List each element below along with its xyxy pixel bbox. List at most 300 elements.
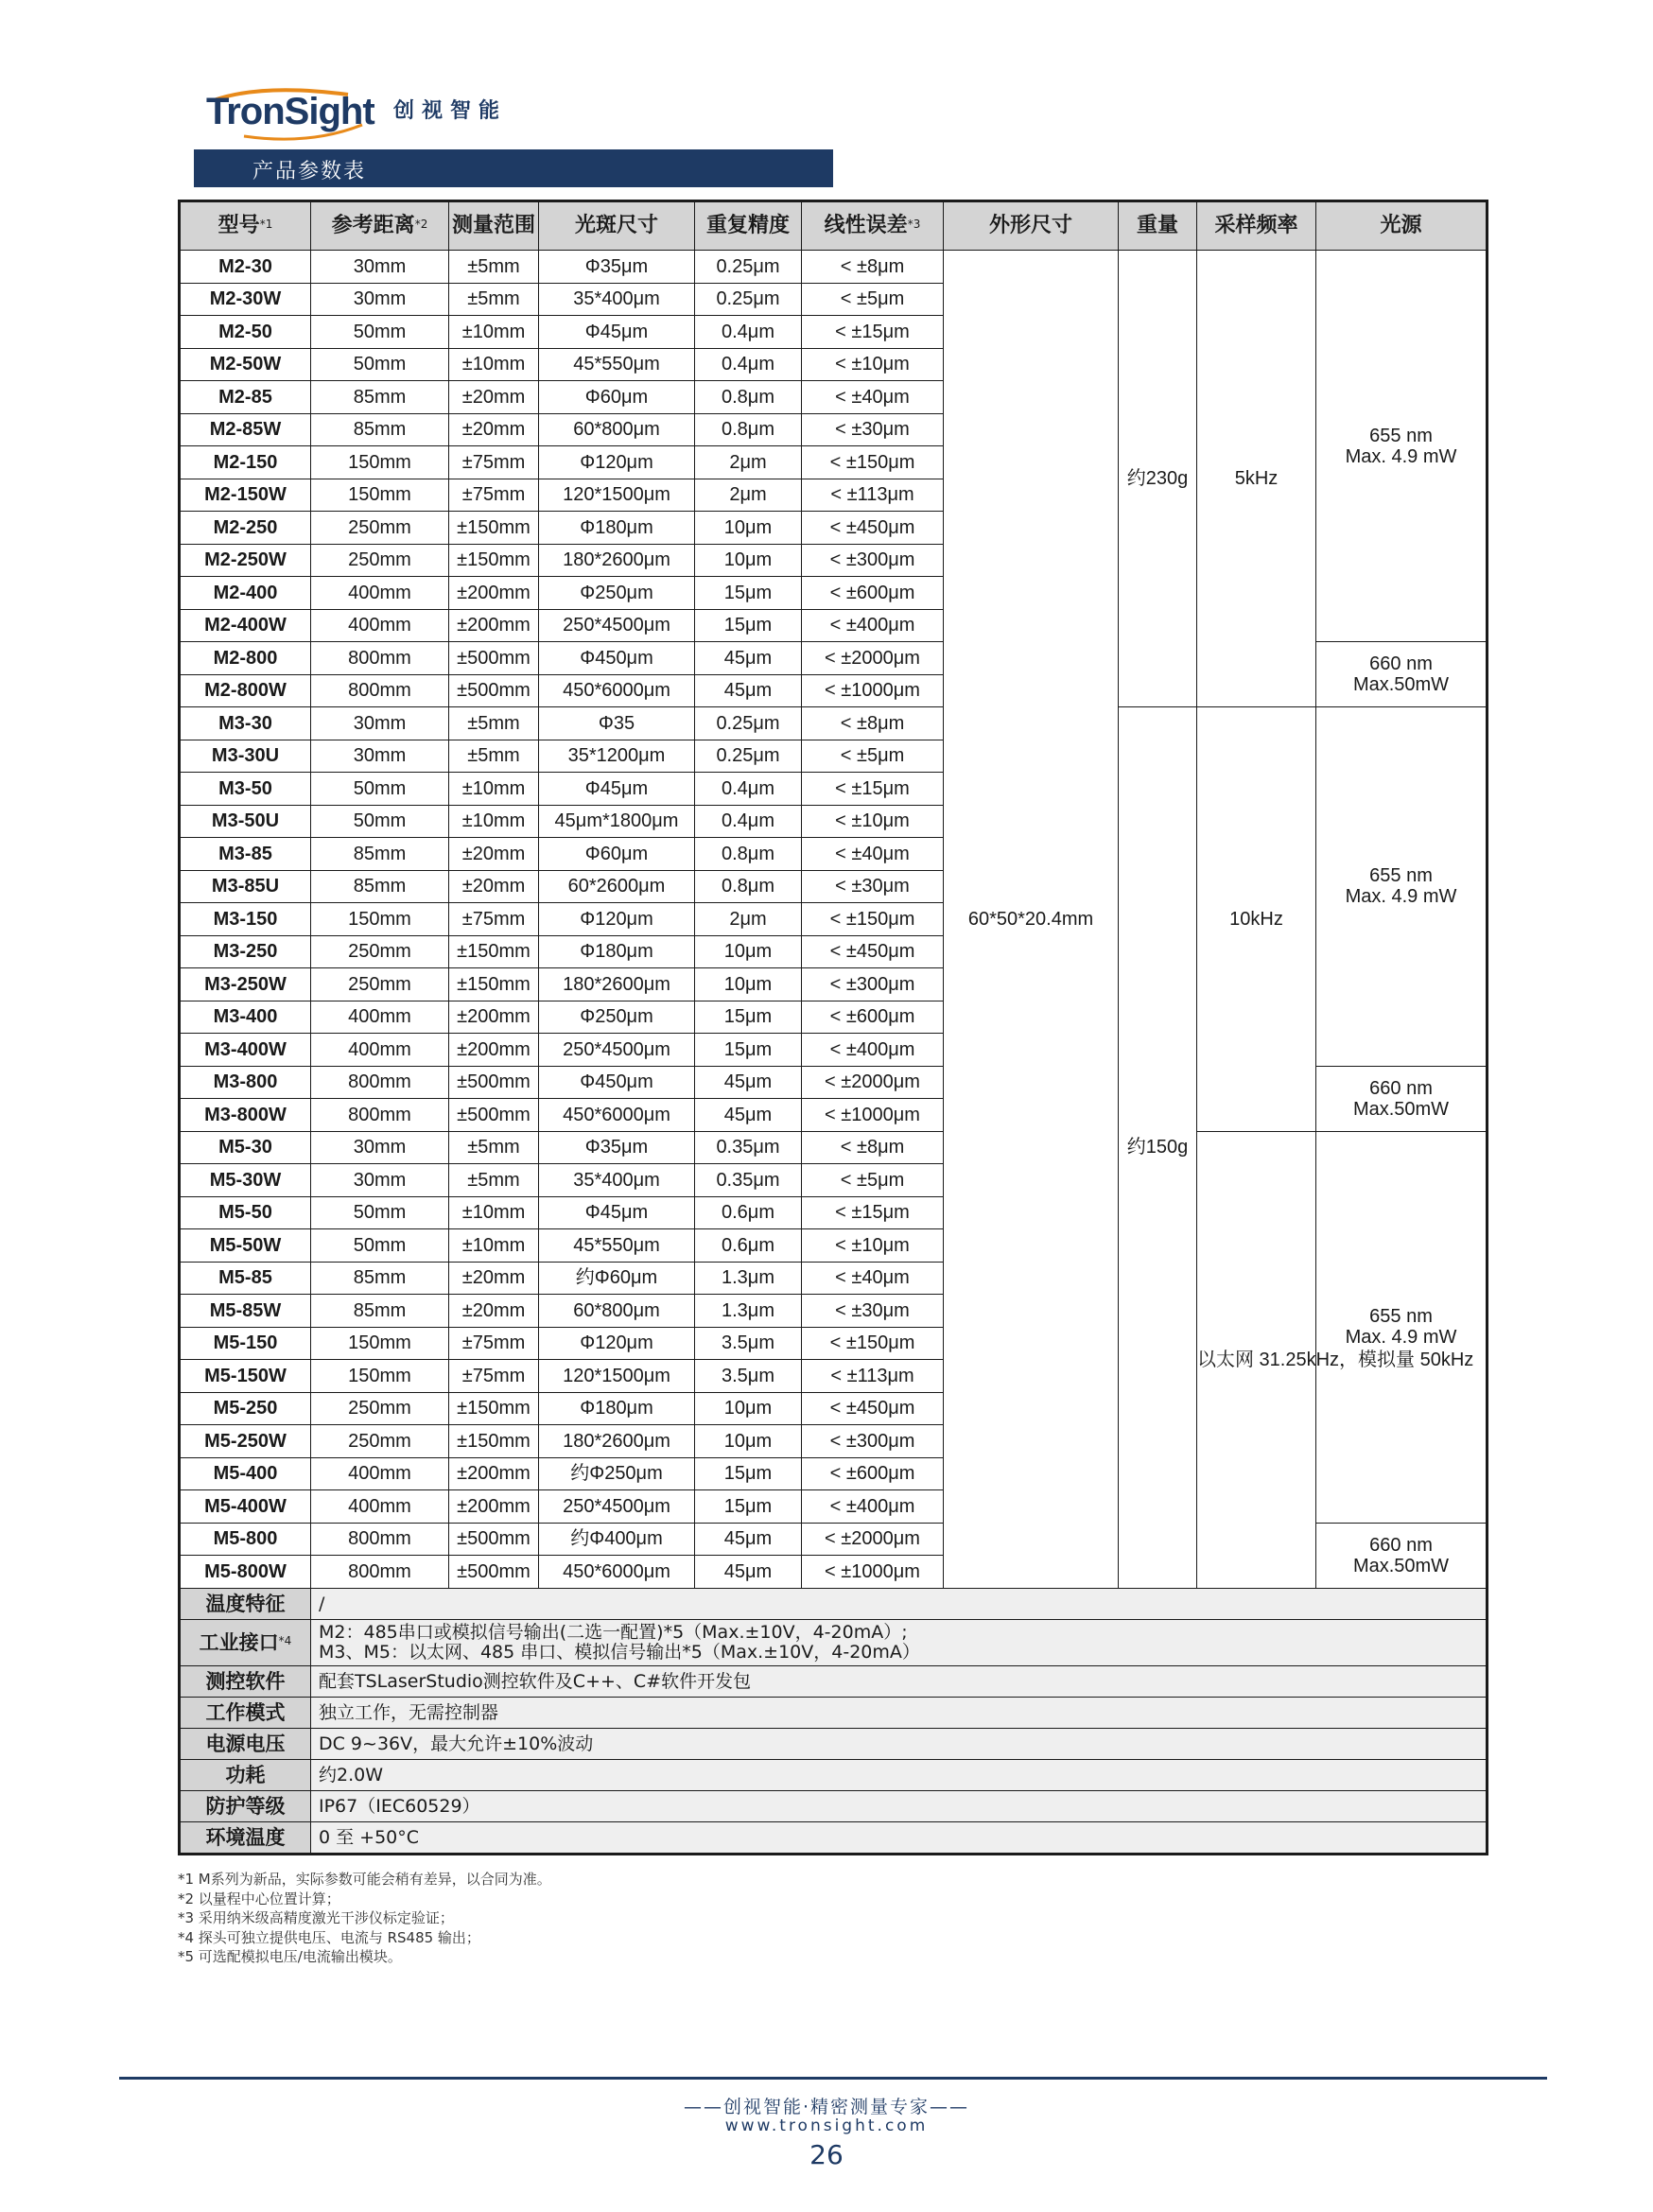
- spot-cell: 约Φ60μm: [539, 1262, 695, 1295]
- range-cell: ±75mm: [449, 479, 539, 512]
- footer-value: 配套TSLaserStudio测控软件及C++、C#软件开发包: [311, 1665, 1488, 1697]
- spot-cell: Φ45μm: [539, 773, 695, 806]
- range-cell: ±75mm: [449, 903, 539, 936]
- repeat-cell: 1.3μm: [695, 1262, 802, 1295]
- spot-cell: 120*1500μm: [539, 479, 695, 512]
- light-cell-660-text: 660 nm: [1369, 1077, 1433, 1099]
- repeat-cell: 0.4μm: [695, 805, 802, 838]
- repeat-cell: 10μm: [695, 512, 802, 545]
- spot-cell: 120*1500μm: [539, 1360, 695, 1393]
- spot-cell: 35*1200μm: [539, 740, 695, 773]
- linear-cell: < ±400μm: [802, 609, 944, 642]
- weight-cell-m2: [1119, 251, 1197, 707]
- repeat-cell: 45μm: [695, 1099, 802, 1132]
- linear-cell: < ±10μm: [802, 348, 944, 381]
- ref-cell: 400mm: [311, 1457, 449, 1490]
- footer-row-temp: [180, 1588, 1488, 1619]
- repeat-cell: 0.25μm: [695, 283, 802, 316]
- model-cell: M2-250: [180, 512, 311, 545]
- repeat-cell: 1.3μm: [695, 1295, 802, 1328]
- range-cell: ±500mm: [449, 642, 539, 675]
- linear-cell: < ±5μm: [802, 283, 944, 316]
- repeat-cell: 15μm: [695, 609, 802, 642]
- ref-cell: 250mm: [311, 1392, 449, 1425]
- footer-label: 温度特征: [180, 1588, 311, 1619]
- linear-cell: < ±600μm: [802, 1001, 944, 1034]
- ref-cell: 30mm: [311, 1131, 449, 1164]
- repeat-cell: 45μm: [695, 642, 802, 675]
- footer-row-power-voltage: [180, 1728, 1488, 1759]
- range-cell: ±5mm: [449, 1131, 539, 1164]
- repeat-cell: 3.5μm: [695, 1327, 802, 1360]
- repeat-cell: 15μm: [695, 1490, 802, 1524]
- repeat-cell: 0.8μm: [695, 381, 802, 414]
- repeat-cell: 15μm: [695, 577, 802, 610]
- spot-cell: Φ180μm: [539, 1392, 695, 1425]
- repeat-cell: 45μm: [695, 1556, 802, 1589]
- range-cell: ±150mm: [449, 935, 539, 968]
- spot-cell: 450*6000μm: [539, 1099, 695, 1132]
- spot-cell: Φ35μm: [539, 251, 695, 284]
- repeat-cell: 10μm: [695, 544, 802, 577]
- footer-row-power: [180, 1759, 1488, 1790]
- linear-cell: < ±2000μm: [802, 642, 944, 675]
- model-cell: M2-250W: [180, 544, 311, 577]
- spot-cell: Φ250μm: [539, 577, 695, 610]
- model-cell: M3-30U: [180, 740, 311, 773]
- model-cell: M5-85: [180, 1262, 311, 1295]
- footnote: *5 可选配模拟电压/电流输出模块。: [178, 1948, 402, 1965]
- linear-cell: < ±150μm: [802, 446, 944, 479]
- repeat-cell: 0.35μm: [695, 1131, 802, 1164]
- header-model: 型号$^{*1}$: [180, 201, 311, 251]
- range-cell: ±200mm: [449, 1490, 539, 1524]
- range-cell: ±75mm: [449, 446, 539, 479]
- ref-cell: 250mm: [311, 512, 449, 545]
- repeat-cell: 0.25μm: [695, 740, 802, 773]
- linear-cell: < ±400μm: [802, 1034, 944, 1067]
- ref-cell: 50mm: [311, 316, 449, 349]
- logo-wordmark: TronSight: [206, 91, 374, 132]
- range-cell: ±10mm: [449, 773, 539, 806]
- repeat-cell: 15μm: [695, 1034, 802, 1067]
- linear-cell: < ±15μm: [802, 316, 944, 349]
- light-cell-660-text: 660 nm: [1369, 1534, 1433, 1556]
- ref-cell: 800mm: [311, 674, 449, 707]
- footer-divider: [119, 2077, 1547, 2080]
- linear-cell: < ±8μm: [802, 1131, 944, 1164]
- footer-value: IP67（IEC60529）: [311, 1790, 1488, 1821]
- range-cell: ±20mm: [449, 413, 539, 446]
- linear-cell: < ±5μm: [802, 1164, 944, 1197]
- footer-label: 功耗: [180, 1759, 311, 1790]
- spot-cell: 180*2600μm: [539, 1425, 695, 1458]
- range-cell: ±500mm: [449, 674, 539, 707]
- linear-cell: < ±30μm: [802, 870, 944, 903]
- range-cell: ±150mm: [449, 968, 539, 1001]
- spot-cell: 45*550μm: [539, 1229, 695, 1263]
- freq-cell-m5-text: 以太网 31.25kHz，模拟量 50kHz: [1197, 1349, 1474, 1370]
- repeat-cell: 2μm: [695, 479, 802, 512]
- ref-cell: 150mm: [311, 446, 449, 479]
- freq-cell-m3-text: 10kHz: [1229, 908, 1283, 930]
- footnote: *3 采用纳米级高精度激光干涉仪标定验证；: [178, 1909, 454, 1926]
- model-cell: M3-150: [180, 903, 311, 936]
- light-cell-660-text: Max.50mW: [1352, 674, 1450, 695]
- range-cell: ±200mm: [449, 1001, 539, 1034]
- linear-cell: < ±2000μm: [802, 1523, 944, 1556]
- ref-cell: 85mm: [311, 1262, 449, 1295]
- range-cell: ±5mm: [449, 1164, 539, 1197]
- range-cell: ±20mm: [449, 870, 539, 903]
- ref-cell: 250mm: [311, 935, 449, 968]
- model-cell: M2-30: [180, 251, 311, 284]
- ref-cell: 400mm: [311, 1034, 449, 1067]
- repeat-cell: 0.6μm: [695, 1196, 802, 1229]
- ref-cell: 250mm: [311, 544, 449, 577]
- spot-cell: Φ35μm: [539, 1131, 695, 1164]
- model-cell: M3-800W: [180, 1099, 311, 1132]
- light-cell-655: [1316, 251, 1488, 642]
- light-cell-660: [1316, 1066, 1488, 1131]
- linear-cell: < ±10μm: [802, 1229, 944, 1263]
- linear-cell: < ±40μm: [802, 1262, 944, 1295]
- ref-cell: 50mm: [311, 805, 449, 838]
- spot-cell: Φ35: [539, 707, 695, 740]
- range-cell: ±20mm: [449, 838, 539, 871]
- footer-label: 电源电压: [180, 1728, 311, 1759]
- model-cell: M5-150: [180, 1327, 311, 1360]
- spot-cell: 180*2600μm: [539, 968, 695, 1001]
- section-title: 产品参数表: [252, 160, 367, 183]
- range-cell: ±10mm: [449, 1196, 539, 1229]
- linear-cell: < ±1000μm: [802, 1556, 944, 1589]
- weight-cell-m3m5-text: 约150g: [1126, 1137, 1189, 1158]
- footer-row-mode: [180, 1697, 1488, 1728]
- ref-cell: 250mm: [311, 968, 449, 1001]
- model-cell: M3-50: [180, 773, 311, 806]
- header-range: 测量范围: [449, 201, 539, 251]
- spot-cell: Φ450μm: [539, 1066, 695, 1099]
- model-cell: M3-85: [180, 838, 311, 871]
- linear-cell: < ±300μm: [802, 544, 944, 577]
- model-cell: M5-50: [180, 1196, 311, 1229]
- header-spot: 光斑尺寸: [539, 201, 695, 251]
- spot-cell: 约Φ250μm: [539, 1457, 695, 1490]
- range-cell: ±500mm: [449, 1523, 539, 1556]
- repeat-cell: 0.25μm: [695, 707, 802, 740]
- range-cell: ±500mm: [449, 1066, 539, 1099]
- model-cell: M5-400: [180, 1457, 311, 1490]
- footnote: *1 M系列为新品，实际参数可能会稍有差异，以合同为准。: [178, 1871, 551, 1888]
- ref-cell: 800mm: [311, 642, 449, 675]
- repeat-cell: 45μm: [695, 674, 802, 707]
- linear-cell: < ±450μm: [802, 935, 944, 968]
- linear-cell: < ±300μm: [802, 1425, 944, 1458]
- dims-cell-text: 60*50*20.4mm: [967, 908, 1094, 930]
- footer-slogan: ——创视智能·精密测量专家——: [683, 2097, 970, 2117]
- linear-cell: < ±40μm: [802, 381, 944, 414]
- light-cell-655-text: Max. 4.9 mW: [1345, 1327, 1457, 1348]
- spot-cell: Φ120μm: [539, 903, 695, 936]
- spot-cell: 250*4500μm: [539, 1490, 695, 1524]
- ref-cell: 800mm: [311, 1066, 449, 1099]
- ref-cell: 400mm: [311, 1490, 449, 1524]
- model-cell: M2-800W: [180, 674, 311, 707]
- spot-cell: Φ450μm: [539, 642, 695, 675]
- spot-cell: Φ180μm: [539, 512, 695, 545]
- light-cell-655-text: Max. 4.9 mW: [1345, 886, 1457, 908]
- linear-cell: < ±600μm: [802, 577, 944, 610]
- spot-cell: 450*6000μm: [539, 674, 695, 707]
- spot-cell: 35*400μm: [539, 1164, 695, 1197]
- range-cell: ±20mm: [449, 1295, 539, 1328]
- repeat-cell: 45μm: [695, 1523, 802, 1556]
- footer-value: DC 9~36V，最大允许±10%波动: [311, 1728, 1488, 1759]
- repeat-cell: 2μm: [695, 903, 802, 936]
- range-cell: ±200mm: [449, 577, 539, 610]
- model-cell: M5-250: [180, 1392, 311, 1425]
- model-cell: M3-30: [180, 707, 311, 740]
- footer-label: 测控软件: [180, 1665, 311, 1697]
- footer-value: 0 至 +50°C: [311, 1821, 1488, 1854]
- linear-cell: < ±15μm: [802, 773, 944, 806]
- table-row: [180, 1131, 1488, 1164]
- spot-cell: 250*4500μm: [539, 609, 695, 642]
- table-row: [180, 707, 1488, 740]
- linear-cell: < ±1000μm: [802, 1099, 944, 1132]
- footer-label: 工业接口$^{*4}$: [180, 1619, 311, 1665]
- spot-cell: Φ250μm: [539, 1001, 695, 1034]
- spec-table: [178, 200, 1488, 1855]
- ref-cell: 50mm: [311, 773, 449, 806]
- range-cell: ±150mm: [449, 544, 539, 577]
- model-cell: M2-50: [180, 316, 311, 349]
- tronsight-logo: [206, 87, 566, 142]
- spot-cell: Φ180μm: [539, 935, 695, 968]
- linear-cell: < ±30μm: [802, 1295, 944, 1328]
- light-cell-655: [1316, 707, 1488, 1067]
- model-cell: M2-30W: [180, 283, 311, 316]
- range-cell: ±5mm: [449, 740, 539, 773]
- range-cell: ±75mm: [449, 1360, 539, 1393]
- repeat-cell: 0.8μm: [695, 413, 802, 446]
- model-cell: M3-50U: [180, 805, 311, 838]
- range-cell: ±150mm: [449, 1392, 539, 1425]
- model-cell: M3-85U: [180, 870, 311, 903]
- range-cell: ±150mm: [449, 512, 539, 545]
- linear-cell: < ±300μm: [802, 968, 944, 1001]
- header-weight: 重量: [1119, 201, 1197, 251]
- repeat-cell: 10μm: [695, 1425, 802, 1458]
- range-cell: ±200mm: [449, 609, 539, 642]
- light-cell-655: [1316, 1131, 1488, 1523]
- ref-cell: 30mm: [311, 740, 449, 773]
- header-dims: 外形尺寸: [944, 201, 1119, 251]
- ref-cell: 50mm: [311, 348, 449, 381]
- linear-cell: < ±450μm: [802, 512, 944, 545]
- repeat-cell: 0.8μm: [695, 838, 802, 871]
- linear-cell: < ±8μm: [802, 707, 944, 740]
- model-cell: M3-400W: [180, 1034, 311, 1067]
- logo-chinese-name: 创视智能: [393, 99, 508, 123]
- repeat-cell: 10μm: [695, 1392, 802, 1425]
- ref-cell: 50mm: [311, 1196, 449, 1229]
- ref-cell: 150mm: [311, 1360, 449, 1393]
- header-linear: 线性误差$^{*3}$: [802, 201, 944, 251]
- model-cell: M5-30W: [180, 1164, 311, 1197]
- repeat-cell: 0.6μm: [695, 1229, 802, 1263]
- footer-row-protection: [180, 1790, 1488, 1821]
- range-cell: ±500mm: [449, 1099, 539, 1132]
- freq-cell-m3: [1197, 707, 1316, 1132]
- model-cell: M5-800W: [180, 1556, 311, 1589]
- model-cell: M2-800: [180, 642, 311, 675]
- spot-cell: 450*6000μm: [539, 1556, 695, 1589]
- ref-cell: 150mm: [311, 903, 449, 936]
- linear-cell: < ±8μm: [802, 251, 944, 284]
- model-cell: M2-150W: [180, 479, 311, 512]
- light-cell-655-text: 655 nm: [1369, 1306, 1433, 1327]
- table-header-row: [180, 201, 1488, 251]
- ref-cell: 85mm: [311, 838, 449, 871]
- section-title-bar: [194, 149, 833, 187]
- model-cell: M2-150: [180, 446, 311, 479]
- light-cell-655-text: 655 nm: [1369, 425, 1433, 446]
- model-cell: M2-50W: [180, 348, 311, 381]
- weight-cell-m3m5: [1119, 707, 1197, 1589]
- ref-cell: 85mm: [311, 1295, 449, 1328]
- range-cell: ±75mm: [449, 1327, 539, 1360]
- repeat-cell: 0.25μm: [695, 251, 802, 284]
- linear-cell: < ±10μm: [802, 805, 944, 838]
- spot-cell: Φ60μm: [539, 381, 695, 414]
- light-cell-660: [1316, 1523, 1488, 1588]
- ref-cell: 800mm: [311, 1556, 449, 1589]
- range-cell: ±10mm: [449, 805, 539, 838]
- repeat-cell: 15μm: [695, 1457, 802, 1490]
- ref-cell: 150mm: [311, 1327, 449, 1360]
- ref-cell: 800mm: [311, 1099, 449, 1132]
- linear-cell: < ±600μm: [802, 1457, 944, 1490]
- model-cell: M2-400W: [180, 609, 311, 642]
- repeat-cell: 0.4μm: [695, 773, 802, 806]
- repeat-cell: 45μm: [695, 1066, 802, 1099]
- freq-cell-m2: [1197, 251, 1316, 707]
- footer-website: www.tronsight.com: [724, 2116, 929, 2135]
- ref-cell: 30mm: [311, 251, 449, 284]
- model-cell: M5-30: [180, 1131, 311, 1164]
- model-cell: M2-85: [180, 381, 311, 414]
- light-cell-655-text: 655 nm: [1369, 865, 1433, 887]
- model-cell: M5-400W: [180, 1490, 311, 1524]
- spot-cell: Φ45μm: [539, 316, 695, 349]
- repeat-cell: 0.8μm: [695, 870, 802, 903]
- range-cell: ±500mm: [449, 1556, 539, 1589]
- header-light: 光源: [1316, 201, 1488, 251]
- freq-cell-m2-text: 5kHz: [1234, 468, 1279, 489]
- model-cell: M2-400: [180, 577, 311, 610]
- spot-cell: Φ45μm: [539, 1196, 695, 1229]
- footer-label: 防护等级: [180, 1790, 311, 1821]
- model-cell: M5-800: [180, 1523, 311, 1556]
- spot-cell: 约Φ400μm: [539, 1523, 695, 1556]
- page-number: 26: [809, 2139, 844, 2170]
- ref-cell: 50mm: [311, 1229, 449, 1263]
- model-cell: M5-50W: [180, 1229, 311, 1263]
- ref-cell: 400mm: [311, 577, 449, 610]
- footnote: *4 探头可独立提供电压、电流与 RS485 输出；: [178, 1928, 480, 1946]
- range-cell: ±5mm: [449, 251, 539, 284]
- header-ref-distance: 参考距离$^{*2}$: [311, 201, 449, 251]
- light-cell-660: [1316, 642, 1488, 707]
- footer-value: 约2.0W: [311, 1759, 1488, 1790]
- spot-cell: Φ60μm: [539, 838, 695, 871]
- linear-cell: < ±1000μm: [802, 674, 944, 707]
- ref-cell: 150mm: [311, 479, 449, 512]
- ref-cell: 85mm: [311, 413, 449, 446]
- header-repeat: 重复精度: [695, 201, 802, 251]
- repeat-cell: 0.35μm: [695, 1164, 802, 1197]
- spot-cell: Φ120μm: [539, 446, 695, 479]
- spot-cell: 180*2600μm: [539, 544, 695, 577]
- ref-cell: 400mm: [311, 609, 449, 642]
- repeat-cell: 2μm: [695, 446, 802, 479]
- model-cell: M5-150W: [180, 1360, 311, 1393]
- range-cell: ±10mm: [449, 1229, 539, 1263]
- ref-cell: 30mm: [311, 1164, 449, 1197]
- ref-cell: 30mm: [311, 283, 449, 316]
- footer-row-interface: [180, 1619, 1488, 1665]
- ref-cell: 30mm: [311, 707, 449, 740]
- linear-cell: < ±150μm: [802, 903, 944, 936]
- ref-cell: 85mm: [311, 381, 449, 414]
- linear-cell: < ±2000μm: [802, 1066, 944, 1099]
- range-cell: ±150mm: [449, 1425, 539, 1458]
- model-cell: M3-800: [180, 1066, 311, 1099]
- ref-cell: 85mm: [311, 870, 449, 903]
- spot-cell: 45*550μm: [539, 348, 695, 381]
- range-cell: ±200mm: [449, 1457, 539, 1490]
- footnote: *2 以量程中心位置计算；: [178, 1890, 340, 1907]
- linear-cell: < ±150μm: [802, 1327, 944, 1360]
- ref-cell: 250mm: [311, 1425, 449, 1458]
- footer-value: M2：485串口或模拟信号输出(二选一配置)*5（Max.±10V，4-20mA）; M3、M5：以太网、485 串口、模拟信号输出*5（Max.±10V，4-20mA）: [311, 1619, 1488, 1665]
- footer-row-software: [180, 1665, 1488, 1697]
- range-cell: ±10mm: [449, 348, 539, 381]
- range-cell: ±200mm: [449, 1034, 539, 1067]
- range-cell: ±5mm: [449, 283, 539, 316]
- model-cell: M5-85W: [180, 1295, 311, 1328]
- footer-value: 独立工作，无需控制器: [311, 1697, 1488, 1728]
- footer-row-env-temp: [180, 1821, 1488, 1854]
- model-cell: M3-400: [180, 1001, 311, 1034]
- linear-cell: < ±450μm: [802, 1392, 944, 1425]
- spot-cell: Φ120μm: [539, 1327, 695, 1360]
- dims-cell: [944, 251, 1119, 1589]
- spot-cell: 45μm*1800μm: [539, 805, 695, 838]
- ref-cell: 400mm: [311, 1001, 449, 1034]
- weight-cell-m2-text: 约230g: [1126, 468, 1189, 489]
- footer-label: 工作模式: [180, 1697, 311, 1728]
- model-cell: M3-250: [180, 935, 311, 968]
- light-cell-660-text: Max.50mW: [1352, 1555, 1450, 1576]
- table-row: [180, 251, 1488, 284]
- light-cell-660-text: 660 nm: [1369, 653, 1433, 674]
- model-cell: M5-250W: [180, 1425, 311, 1458]
- header-freq: 采样频率: [1197, 201, 1316, 251]
- range-cell: ±20mm: [449, 1262, 539, 1295]
